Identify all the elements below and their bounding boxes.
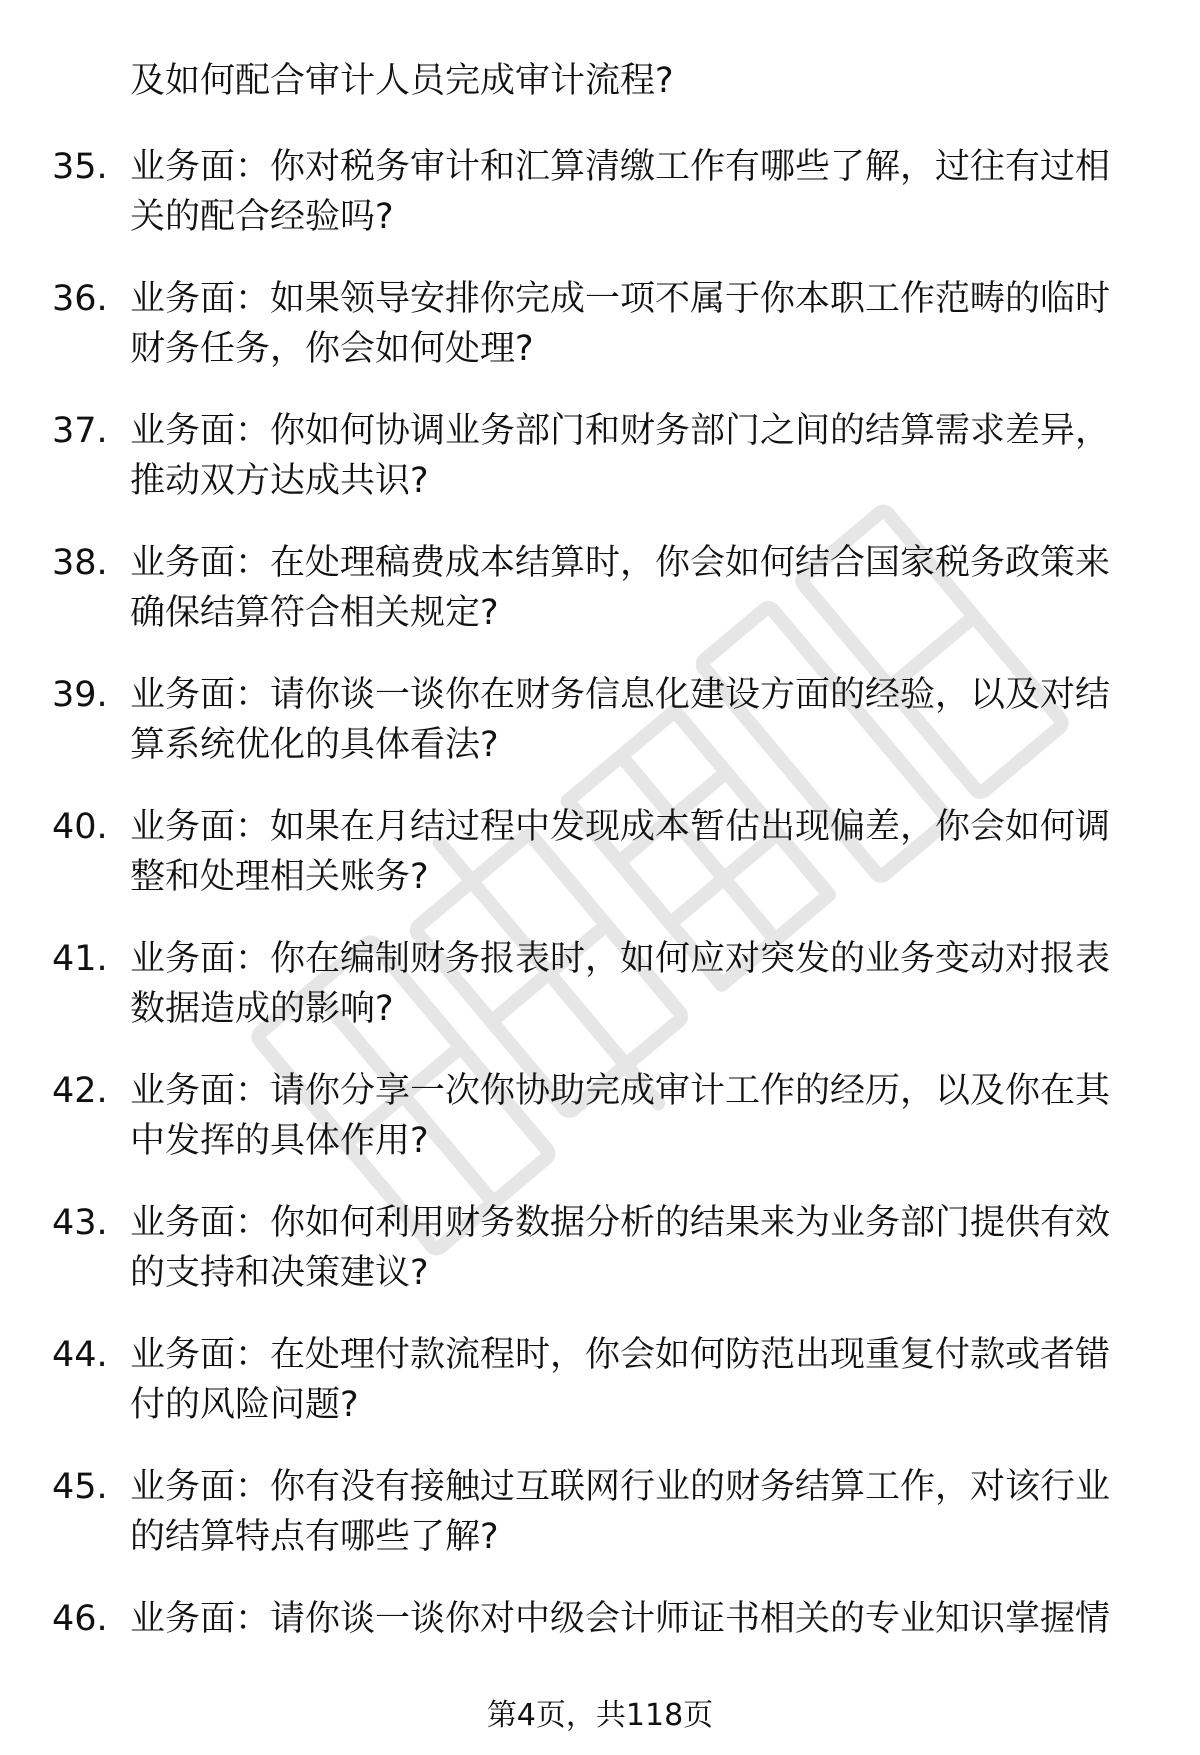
question-text — [130, 934, 1140, 1034]
question-number: 37. — [52, 411, 108, 451]
question-item — [0, 1066, 1200, 1166]
question-line: 业务面：请你谈一谈你对中级会计师证书相关的专业知识掌握情 — [130, 1599, 1111, 1639]
question-text — [130, 1066, 1140, 1166]
question-line: 业务面：如果在月结过程中发现成本暂估出现偏差，你会如何调 — [130, 807, 1111, 847]
question-line: 业务面：请你分享一次你协助完成审计工作的经历，以及你在其 — [130, 1071, 1111, 1111]
question-item — [0, 1198, 1200, 1298]
question-number: 44. — [52, 1335, 108, 1375]
question-line: 业务面：你如何利用财务数据分析的结果来为业务部门提供有效 — [130, 1203, 1111, 1243]
question-text — [130, 1462, 1140, 1562]
question-line: 业务面：你有没有接触过互联网行业的财务结算工作，对该行业 — [130, 1467, 1111, 1507]
question-line: 的支持和决策建议? — [130, 1253, 429, 1293]
question-number: 42. — [52, 1071, 108, 1111]
question-text — [130, 670, 1140, 770]
question-line: 业务面：你在编制财务报表时，如何应对突发的业务变动对报表 — [130, 939, 1111, 979]
question-line: 业务面：在处理稿费成本结算时，你会如何结合国家税务政策来 — [130, 543, 1111, 583]
question-line: 整和处理相关账务? — [130, 857, 429, 897]
question-number: 40. — [52, 807, 108, 847]
question-number: 43. — [52, 1203, 108, 1243]
question-text — [130, 1198, 1140, 1298]
question-item — [0, 406, 1200, 506]
question-line: 推动双方达成共识? — [130, 461, 429, 501]
question-item — [0, 1462, 1200, 1562]
question-list — [0, 142, 1200, 1726]
question-item — [0, 274, 1200, 374]
question-line: 财务任务，你会如何处理? — [130, 329, 534, 369]
question-line: 付的风险问题? — [130, 1385, 359, 1425]
question-number: 35. — [52, 147, 108, 187]
question-text — [130, 142, 1140, 242]
question-number: 39. — [52, 675, 108, 715]
question-item — [0, 538, 1200, 638]
question-text — [130, 538, 1140, 638]
question-number: 38. — [52, 543, 108, 583]
question-line: 关的配合经验吗? — [130, 197, 394, 237]
question-text — [130, 1330, 1140, 1430]
question-line: 业务面：请你谈一谈你在财务信息化建设方面的经验，以及对结 — [130, 675, 1111, 715]
page-footer: 第4页，共118页 — [486, 1698, 714, 1733]
question-text — [130, 802, 1140, 902]
question-line: 数据造成的影响? — [130, 989, 394, 1029]
question-text — [130, 1594, 1140, 1644]
question-line: 业务面：在处理付款流程时，你会如何防范出现重复付款或者错 — [130, 1335, 1111, 1375]
question-number: 45. — [52, 1467, 108, 1507]
question-text — [130, 274, 1140, 374]
question-item — [0, 934, 1200, 1034]
question-item — [0, 1594, 1200, 1694]
question-number: 46. — [52, 1599, 108, 1639]
question-number: 36. — [52, 279, 108, 319]
question-line: 业务面：你如何协调业务部门和财务部门之间的结算需求差异， — [130, 411, 1111, 451]
continuation-text: 及如何配合审计人员完成审计流程? — [130, 61, 674, 101]
question-line: 算系统优化的具体看法? — [130, 725, 499, 765]
question-line: 业务面：你对税务审计和汇算清缴工作有哪些了解，过往有过相 — [130, 147, 1111, 187]
question-item — [0, 802, 1200, 902]
question-item — [0, 670, 1200, 770]
question-line: 中发挥的具体作用? — [130, 1121, 429, 1161]
question-line: 确保结算符合相关规定? — [130, 593, 499, 633]
question-line: 的结算特点有哪些了解? — [130, 1517, 499, 1557]
question-item — [0, 142, 1200, 242]
question-line: 业务面：如果领导安排你完成一项不属于你本职工作范畴的临时 — [130, 279, 1111, 319]
question-text — [130, 406, 1140, 506]
question-number: 41. — [52, 939, 108, 979]
question-item — [0, 1330, 1200, 1430]
